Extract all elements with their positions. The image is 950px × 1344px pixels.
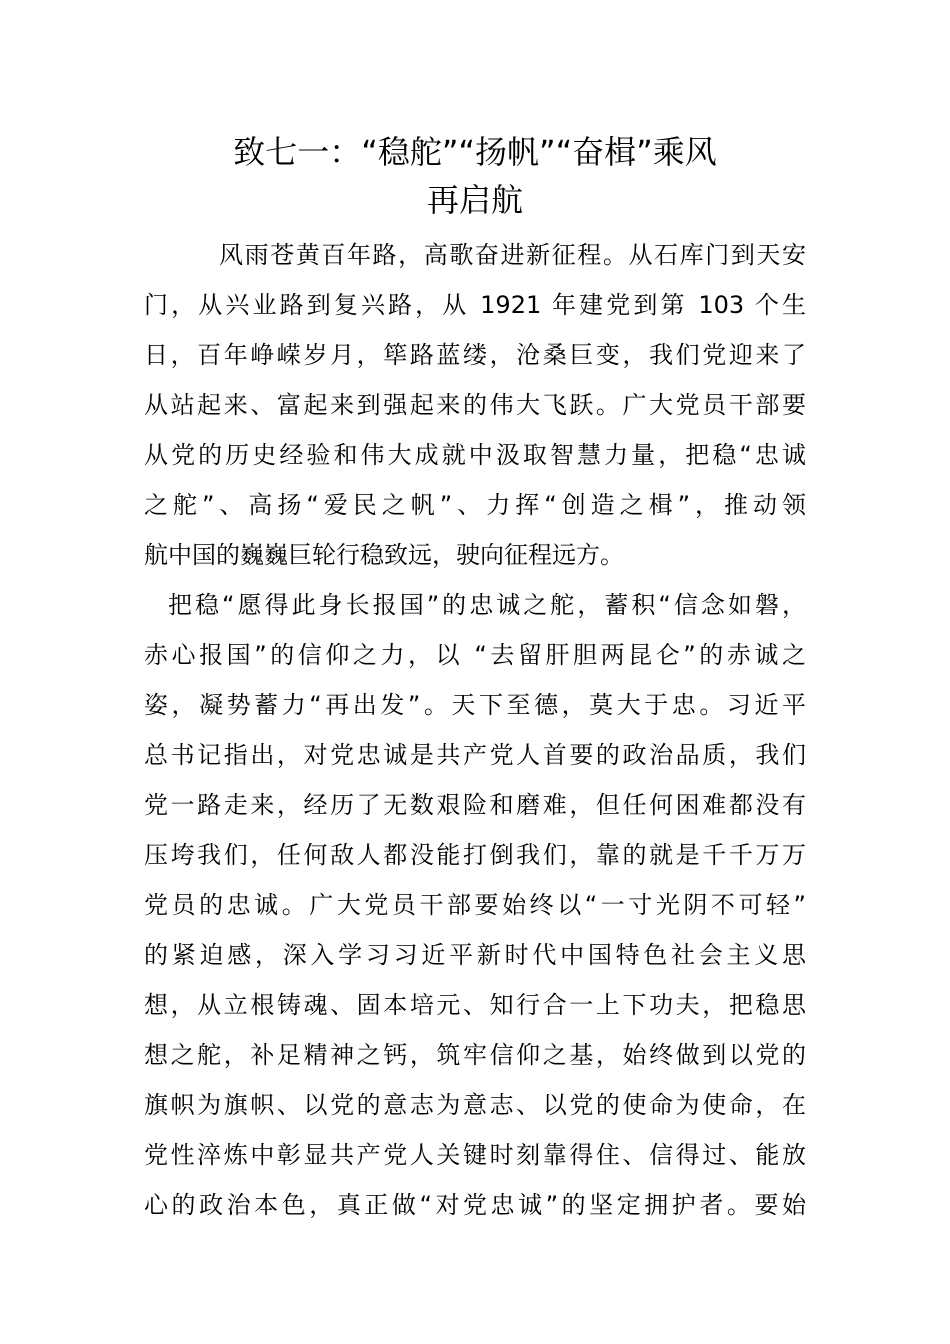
title-line: 再启航 bbox=[426, 181, 523, 219]
text-line: 从党的历史经验和伟大成就中汲取智慧力量，把稳“忠诚 bbox=[144, 441, 806, 469]
text-line: 航中国的巍巍巨轮行稳致远，驶向征程远方。 bbox=[144, 541, 624, 569]
text-line: 压垮我们，任何敌人都没能打倒我们，靠的就是千千万万 bbox=[144, 841, 806, 869]
text-line: 心的政治本色，真正做“对党忠诚”的坚定拥护者。要始 bbox=[144, 1191, 806, 1219]
text-line: 赤心报国”的信仰之力，以 “去留肝胆两昆仑”的赤诚之 bbox=[144, 641, 806, 669]
text-line: 把稳“愿得此身长报国”的忠诚之舵，蓄积“信念如磐， bbox=[168, 591, 806, 619]
text-line: 姿，凝势蓄力“再出发”。天下至德，莫大于忠。习近平 bbox=[144, 691, 806, 719]
paragraph-2 bbox=[144, 580, 806, 1230]
text-line: 旗帜为旗帜、以党的意志为意志、以党的使命为使命，在 bbox=[144, 1091, 806, 1119]
text-line: 之舵”、高扬“爱民之帆”、力挥“创造之楫”，推动领 bbox=[144, 491, 806, 519]
text-line: 党一路走来，经历了无数艰险和磨难，但任何困难都没有 bbox=[144, 791, 806, 819]
title-line: 致七一：“稳舵”“扬帆”“奋楫”乘风 bbox=[233, 133, 717, 171]
text-line: 总书记指出，对党忠诚是共产党人首要的政治品质，我们 bbox=[144, 741, 806, 769]
text-line: 门，从兴业路到复兴路，从 1921 年建党到第 103 个生 bbox=[144, 291, 806, 319]
text-line: 的紧迫感，深入学习习近平新时代中国特色社会主义思 bbox=[144, 941, 806, 969]
text-line: 想，从立根铸魂、固本培元、知行合一上下功夫，把稳思 bbox=[144, 991, 806, 1019]
paragraph-1 bbox=[144, 230, 806, 580]
text-line: 从站起来、富起来到强起来的伟大飞跃。广大党员干部要 bbox=[144, 391, 806, 419]
text-line: 风雨苍黄百年路，高歌奋进新征程。从石库门到天安 bbox=[219, 241, 806, 269]
document-title bbox=[140, 128, 810, 224]
document-body bbox=[144, 230, 806, 1230]
text-line: 党性淬炼中彰显共产党人关键时刻靠得住、信得过、能放 bbox=[144, 1141, 806, 1169]
text-line: 日，百年峥嵘岁月，筚路蓝缕，沧桑巨变，我们党迎来了 bbox=[144, 341, 806, 369]
text-line: 党员的忠诚。广大党员干部要始终以“一寸光阴不可轻” bbox=[144, 891, 806, 919]
text-line: 想之舵，补足精神之钙，筑牢信仰之基，始终做到以党的 bbox=[144, 1041, 806, 1069]
